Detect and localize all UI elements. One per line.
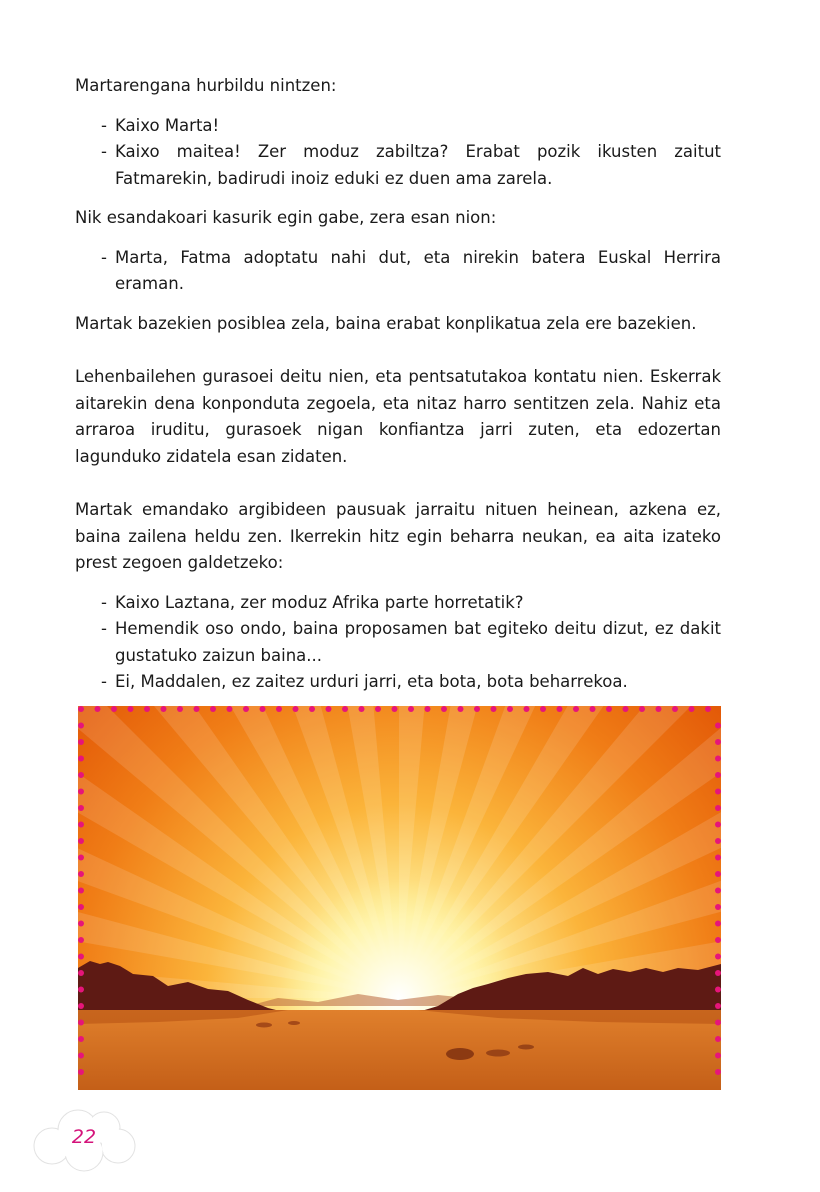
frame-dot: [78, 871, 84, 877]
frame-dot: [260, 706, 266, 712]
frame-dot: [715, 822, 721, 828]
frame-dot: [715, 855, 721, 861]
frame-dot: [144, 706, 150, 712]
frame-dot: [243, 706, 249, 712]
paragraph: Martarengana hurbildu nintzen:: [75, 76, 337, 95]
frame-dot: [715, 805, 721, 811]
frame-dot: [705, 706, 711, 712]
frame-dot: [474, 706, 480, 712]
frame-dot: [458, 706, 464, 712]
frame-dot: [715, 888, 721, 894]
frame-dot: [78, 970, 84, 976]
dialog-line: - Hemendik oso ondo, baina proposamen bat egiteko deitu dizut, ez dakit gustatuko zaizun baina...: [99, 616, 721, 669]
frame-dot: [590, 706, 596, 712]
frame-dot: [177, 706, 183, 712]
page-number: 22: [71, 1126, 97, 1148]
dialog-block: [75, 245, 721, 298]
frame-dot: [161, 706, 167, 712]
frame-dot: [639, 706, 645, 712]
paragraph: Martak bazekien posiblea zela, baina erabat konplikatua zela ere bazekien.: [75, 313, 697, 333]
frame-dot: [309, 706, 315, 712]
frame-dot: [715, 987, 721, 993]
rock: [486, 1050, 510, 1057]
paragraph: Martak emandako argibideen pausuak jarraitu nituen heinean, azkena ez, baina zailena heldu zen. Ikerrekin hitz egin beharra neukan, ea aita izateko prest zegoen galdetzeko:: [75, 500, 721, 572]
frame-dot: [715, 1020, 721, 1026]
frame-dot: [715, 1053, 721, 1059]
frame-dot: [375, 706, 381, 712]
frame-dot: [342, 706, 348, 712]
rock: [256, 1023, 272, 1028]
frame-dot: [606, 706, 612, 712]
frame-dot: [78, 706, 84, 712]
rock: [446, 1048, 474, 1060]
dialog-line: - Kaixo maitea! Zer moduz zabiltza? Erabat pozik ikusten zaitut Fatmarekin, badirudi inoiz eduki ez duen ama zarela.: [99, 139, 721, 192]
frame-dot: [78, 904, 84, 910]
frame-dot: [715, 954, 721, 960]
dialog-block: [75, 113, 721, 193]
frame-dot: [392, 706, 398, 712]
frame-dot: [715, 871, 721, 877]
frame-dot: [715, 756, 721, 762]
frame-dot: [573, 706, 579, 712]
frame-dot: [210, 706, 216, 712]
dialog-line: - Ei, Maddalen, ez zaitez urduri jarri, eta bota, bota beharrekoa.: [99, 669, 721, 696]
frame-dot: [78, 1036, 84, 1042]
frame-dot: [715, 772, 721, 778]
frame-dot: [111, 706, 117, 712]
frame-dot: [715, 838, 721, 844]
frame-dot: [276, 706, 282, 712]
frame-dot: [715, 1003, 721, 1009]
paragraph: Lehenbailehen gurasoei deitu nien, eta pentsatutakoa kontatu nien. Eskerrak aitarekin dena konponduta zegoela, eta nitaz harro sentitzen zela. Nahiz eta arraroa iruditu, gurasoek nigan konfiantza jarri zuten, eta edozertan lagunduko zidatela esan zidaten.: [75, 367, 721, 466]
frame-dot: [78, 921, 84, 927]
frame-dot: [78, 888, 84, 894]
frame-dot: [507, 706, 513, 712]
frame-dot: [623, 706, 629, 712]
dialog-line: - Kaixo Laztana, zer moduz Afrika parte horretatik?: [99, 590, 721, 617]
frame-dot: [425, 706, 431, 712]
dialog-line: - Kaixo Marta!: [99, 113, 721, 140]
frame-dot: [524, 706, 530, 712]
rock: [288, 1021, 300, 1025]
frame-dot: [78, 937, 84, 943]
frame-dot: [128, 706, 134, 712]
frame-dot: [78, 756, 84, 762]
frame-dot: [715, 723, 721, 729]
frame-dot: [227, 706, 233, 712]
frame-dot: [194, 706, 200, 712]
frame-dot: [441, 706, 447, 712]
desert-sunset-illustration: [78, 706, 721, 1090]
frame-dot: [540, 706, 546, 712]
frame-dot: [78, 772, 84, 778]
frame-dot: [78, 822, 84, 828]
frame-dot: [95, 706, 101, 712]
dialog-block: [75, 590, 721, 696]
frame-dot: [715, 921, 721, 927]
frame-dot: [78, 723, 84, 729]
frame-dot: [656, 706, 662, 712]
rock: [518, 1045, 534, 1050]
dialog-line: - Marta, Fatma adoptatu nahi dut, eta nirekin batera Euskal Herrira eraman.: [99, 245, 721, 298]
frame-dot: [715, 789, 721, 795]
frame-dot: [78, 739, 84, 745]
frame-dot: [78, 954, 84, 960]
paragraph: Nik esandakoari kasurik egin gabe, zera esan nion:: [75, 208, 497, 227]
frame-dot: [78, 1020, 84, 1026]
frame-dot: [715, 904, 721, 910]
frame-dot: [715, 937, 721, 943]
frame-dot: [78, 1053, 84, 1059]
frame-dot: [715, 739, 721, 745]
frame-dot: [672, 706, 678, 712]
frame-dot: [78, 987, 84, 993]
story-text: [75, 73, 721, 696]
frame-dot: [78, 1003, 84, 1009]
frame-dot: [715, 1036, 721, 1042]
frame-dot: [78, 789, 84, 795]
frame-dot: [78, 1069, 84, 1075]
frame-dot: [293, 706, 299, 712]
frame-dot: [326, 706, 332, 712]
frame-dot: [78, 855, 84, 861]
frame-dot: [359, 706, 365, 712]
frame-dot: [491, 706, 497, 712]
frame-dot: [715, 970, 721, 976]
frame-dot: [408, 706, 414, 712]
frame-dot: [557, 706, 563, 712]
frame-dot: [78, 838, 84, 844]
frame-dot: [78, 805, 84, 811]
frame-dot: [689, 706, 695, 712]
frame-dot: [715, 1069, 721, 1075]
